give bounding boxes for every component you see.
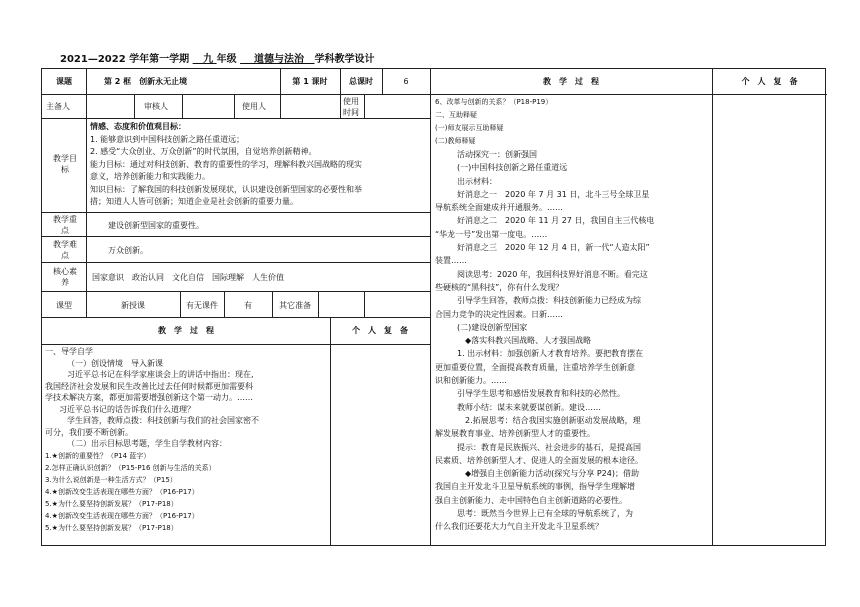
difficulty-value: 万众创新。 [108,246,148,255]
left-review-divider [330,344,331,545]
vline [134,94,135,118]
courseware-label: 有无课件 [186,301,218,310]
process-line: 二、互助释疑 [435,111,477,119]
hline [42,344,430,345]
question-line: 1.★创新的重要性？（P14 蓝字） [45,451,151,460]
literacy-label: 核心素养 [53,267,77,287]
review-header: 个 人 复 备 [741,77,798,86]
process-line: 导航系统全面建成并开通服务。…… [435,203,563,213]
process-line: (二)建设创新型国家 [457,322,528,332]
user-label: 使用人 [242,102,266,111]
goal-line: 知识目标：了解我国的科技创新发展现状，认识建设创新型国家的必要性和举 [90,184,362,194]
process-line: 民素质、培养创新型人才、促进人的全面发展的根本途径。 [435,455,643,465]
process-line: 出示材料： [457,176,497,186]
process-line: 好消息之一 2020 年 7 月 31 日，北斗三号全球卫星 [457,189,650,199]
process-line: (二)教师释疑 [435,137,476,145]
key-point-value: 建设创新型国家的重要性。 [108,221,204,230]
goals-label: 教学目标 [53,154,77,174]
process-line: 6、改革与创新的关系？（P18-P19） [435,98,553,106]
hline [42,291,430,292]
left-review-header: 个 人 复 备 [352,326,408,335]
other-prep-label: 其它准备 [279,301,311,310]
hline [42,94,430,95]
process-line: 教师小结：谋未来就要谋创新。建设…… [457,402,601,412]
use-time-label: 使用时间 [343,97,359,117]
process-line: 习近平总书记在科学家座谈会上的讲话中指出：现在, [67,370,254,379]
course-type-value: 新授课 [121,301,145,310]
process-line: （二）出示目标思考题，学生自学教材内容： [67,439,227,448]
total-lessons-value: 6 [403,77,409,86]
process-line: 些硬核的“黑科技”，你有什么发现？ [435,282,564,292]
process-line: 什么我们还要花大力气自主开发北斗卫星系统？ [435,522,603,532]
title-year: 2021—2022 学年第一学期 [60,54,190,65]
process-line: 学技术解决方案，都更加需要增强创新这个第一动力。…… [45,393,253,402]
process-line: 合国力竞争的决定性因素。日新…… [435,309,563,319]
question-line: 5.★为什么要坚持创新发展？（P17-P18） [45,499,178,508]
vline [318,291,319,317]
vline [234,94,235,118]
process-line: 强自主创新能力、走中国特色自主创新道路的必要性。 [435,495,627,505]
process-line: 装置…… [435,256,467,266]
title-suffix: 学科教学设计 [314,54,375,65]
course-type-label: 课型 [56,301,72,310]
reviewer-label: 审核人 [144,102,168,111]
title-subject: 道德与法治 [254,54,304,65]
process-line: (一)中国科技创新之路任重道远 [457,163,568,173]
difficulty-label: 教学难点 [53,240,77,260]
goal-line: 能力目标：通过对科技创新、教育的重要性的学习，理解科教兴国战略的现实 [90,159,362,169]
hline [42,317,430,318]
process-line: 思考：既然当今世界上已有全球的导航系统了，为 [457,509,633,519]
process-line: 解发展教育事业、培养创新型人才的重要性。 [435,429,595,439]
process-line: 2.拓展思考：结合我国实施创新驱动发展战略，理 [465,415,641,425]
process-line: 1. 出示材料：加强创新人才教育培养。要把教育摆在 [457,349,644,359]
key-point-label: 教学重点 [53,215,77,235]
literacy-value: 国家意识 政治认同 文化自信 国际理解 人生价值 [92,273,284,282]
process-line: ◆增强自主创新能力活动(探究与分享 P24)；借助 [465,469,639,479]
left-process-header: 教 学 过 程 [158,326,214,335]
question-line: 3.为什么说创新是一种生活方式？（P15） [45,475,177,484]
title-grade-suffix: 年级 [216,54,237,65]
lesson-number: 第 1 课时 [292,77,328,86]
courseware-value: 有 [244,301,252,310]
process-line: (一)师友展示互助释疑 [435,124,504,132]
process-line: 一、导学自学 [45,347,93,356]
goal-line: 2. 感受“大众创业、万众创新”的时代氛围，自觉培养创新精神。 [90,147,317,156]
process-line: 提示：教育是民族振兴、社会进步的基石，是提高国 [457,442,641,452]
goal-line: 措；知道人人皆可创新；知道企业是社会创新的重要力量。 [90,197,298,206]
process-line: 我国经济社会发展和民生改善比过去任何时候都更加需要科 [45,381,253,391]
vline [364,291,365,317]
process-line: 好消息之三 2020 年 12 月 4 日，新一代“人造太阳” [457,243,650,253]
goal-line: 意义，培养创新能力和实践能力。 [90,172,210,181]
process-line: 好消息之二 2020 年 11 月 27 日，我国自主三代核电 [457,216,655,226]
hline [42,236,430,237]
lesson-plan-table [41,68,826,546]
process-line: 活动探究一：创新强国 [457,150,537,159]
title-grade: 九 [203,54,214,65]
hline [430,94,827,95]
main-preparer-label: 主备人 [46,102,70,111]
vline [280,94,281,118]
total-lessons-label: 总课时 [349,77,373,86]
question-line: 5.★为什么要坚持创新发展？（P17-P18） [45,523,178,532]
right-process-content [435,96,711,534]
topic-label: 课题 [56,77,72,86]
process-line: 我国自主开发北斗卫星导航系统的事例，指导学生理解增 [435,482,635,492]
main-divider [430,69,431,545]
process-header: 教 学 过 程 [543,77,599,86]
process-line: 引导学生思考和感悟发展教育和科技的必然性。 [457,389,625,399]
process-line: 学生回答，教师点拨：科技创新与我们的社会国家密不 [67,416,259,425]
question-line: 2.怎样正确认识创新？（P15-P16 创新与生活的关系） [45,463,216,472]
question-line: 4.★创新改变生活表现在哪些方面？（P16-P17） [45,511,199,520]
process-line: ◆落实科教兴国战略、人才强国战略 [465,336,592,346]
process-line: 更加重要位置，全面提高教育质量，注重培养学生创新意 [435,362,635,372]
process-line: 引导学生回答，教师点拨：科技创新能力已经成为综 [457,296,641,306]
vline [364,94,365,118]
vline [182,94,183,118]
goal-line: 情感、态度和价值观目标： [90,122,186,131]
left-process-content [45,346,329,534]
goals-content [90,121,428,209]
topic-value: 第 2 框 创新永无止境 [104,77,188,86]
document-title [60,50,374,65]
process-line: “华龙一号”发出第一度电。…… [435,229,548,239]
hline [42,262,430,263]
process-line: 可分，我们要不断创新。 [45,427,133,437]
process-line: 识和创新能力。…… [435,376,507,386]
process-line: 阅读思考：2020 年，我国科技界好消息不断。看完这 [457,269,648,279]
hline [42,118,430,119]
hline [42,212,430,213]
process-line: （一）创设情境 导入新课 [67,358,163,368]
right-review-divider [712,69,713,545]
label-col-divider [86,69,87,317]
goal-line: 1. 能够意识到中国科技创新之路任重道远； [90,134,245,144]
vline [340,94,341,118]
process-line: 习近平总书记的话告诉我们什么道理？ [59,404,195,414]
question-line: 4.★创新改变生活表现在哪些方面？（P16-P17） [45,487,199,496]
